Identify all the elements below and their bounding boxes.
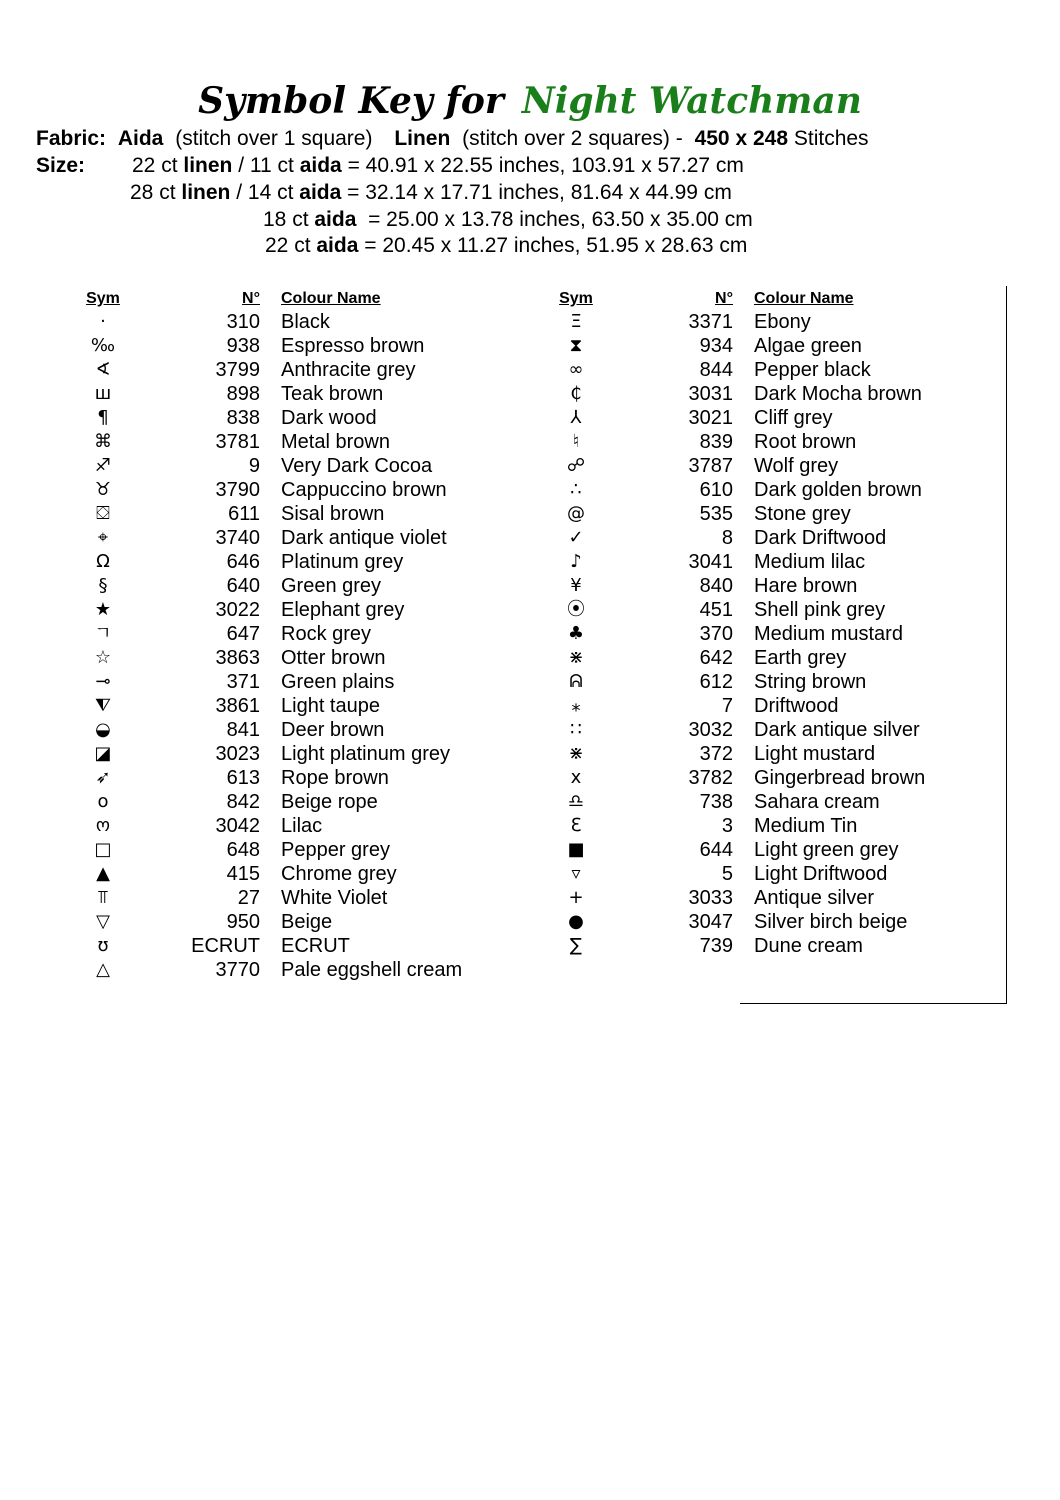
- colour-number: 610: [699, 479, 733, 501]
- size-line: 22 ct linen / 11 ct aida = 40.91 x 22.55 inches, 103.91 x 57.27 cm: [132, 154, 744, 177]
- colour-number: 370: [699, 623, 733, 645]
- colour-number: 840: [699, 575, 733, 597]
- symbol-icon: ■: [567, 839, 585, 860]
- colour-number: 3770: [215, 959, 260, 981]
- symbol-icon: ‰: [90, 335, 116, 356]
- colour-number: 739: [699, 935, 733, 957]
- colour-number: 3042: [215, 815, 260, 837]
- colour-name: Medium mustard: [754, 623, 903, 645]
- colour-number: 3047: [688, 911, 733, 933]
- colour-number: 647: [226, 623, 260, 645]
- colour-name: Gingerbread brown: [754, 767, 926, 789]
- colour-number: 8: [721, 527, 733, 549]
- symbol-icon: ★: [94, 599, 112, 620]
- colour-name: Deer brown: [281, 719, 385, 741]
- symbol-icon: ⦿: [567, 599, 585, 620]
- symbol-icon: ⅄: [570, 407, 582, 428]
- symbol-icon: Ξ: [570, 311, 582, 332]
- symbol-icon: ♮: [572, 431, 580, 452]
- fabric-label: Fabric:: [36, 127, 107, 150]
- symbol-icon: ♣: [567, 623, 585, 644]
- colour-name: Rope brown: [281, 767, 389, 789]
- stitches-word: Stitches: [793, 127, 869, 150]
- symbol-icon: ℇ: [570, 815, 582, 836]
- symbol-icon: ●: [568, 911, 584, 932]
- colour-number: 3022: [215, 599, 260, 621]
- size-label: Size:: [36, 154, 86, 177]
- colour-number: 7: [721, 695, 733, 717]
- linen-note: (stitch over 2 squares) -: [462, 127, 683, 150]
- colour-name: ECRUT: [281, 935, 350, 957]
- colour-name: Anthracite grey: [281, 359, 416, 381]
- symbol-icon: △: [96, 959, 110, 980]
- colour-number: 3861: [215, 695, 260, 717]
- colour-number: 415: [226, 863, 260, 885]
- symbol-icon: ∞: [568, 359, 584, 380]
- symbol-icon: ♐: [94, 455, 112, 476]
- colour-name: Pepper grey: [281, 839, 390, 861]
- colour-number: 3787: [688, 455, 733, 477]
- colour-name: Silver birch beige: [754, 911, 908, 933]
- colour-name: Earth grey: [754, 647, 847, 669]
- colour-name: Black: [281, 311, 330, 333]
- colour-number: ECRUT: [191, 935, 260, 957]
- colour-name: Pale eggshell cream: [281, 959, 463, 981]
- symbol-icon: ᕱ: [569, 671, 583, 692]
- colour-number: 844: [699, 359, 733, 381]
- colour-name: Cliff grey: [754, 407, 833, 429]
- size-line: 22 ct aida = 20.45 x 11.27 inches, 51.95 x 28.63 cm: [265, 234, 748, 257]
- title-pattern-name: Night Watchman: [521, 80, 862, 122]
- colour-name: Dark antique silver: [754, 719, 920, 741]
- colour-name: Root brown: [754, 431, 857, 453]
- colour-number: 611: [228, 503, 260, 525]
- aida-note: (stitch over 1 square): [175, 127, 373, 150]
- title-prefix: Symbol Key for: [198, 80, 504, 122]
- symbol-icon: ☆: [94, 647, 112, 668]
- symbol-icon: ♎: [567, 791, 585, 812]
- symbol-icon: ∑: [569, 935, 583, 956]
- colour-number: 640: [226, 575, 260, 597]
- colour-name: Light green grey: [754, 839, 899, 861]
- colour-name: Light mustard: [754, 743, 876, 765]
- header-colour-name: Colour Name: [281, 290, 381, 307]
- colour-name: Light taupe: [281, 695, 380, 717]
- colour-name: Driftwood: [754, 695, 839, 717]
- size-line: 18 ct aida = 25.00 x 13.78 inches, 63.50 x 35.00 cm: [263, 208, 753, 231]
- symbol-icon: ·: [100, 311, 106, 332]
- colour-number: 3781: [215, 431, 260, 453]
- colour-number: 950: [226, 911, 260, 933]
- colour-number: 648: [226, 839, 260, 861]
- symbol-icon: ⛋: [96, 503, 110, 524]
- colour-name: Antique silver: [754, 887, 875, 909]
- header-sym: Sym: [86, 290, 120, 307]
- table-border-right: [1006, 286, 1007, 1004]
- colour-number: 5: [721, 863, 733, 885]
- colour-number: 738: [699, 791, 733, 813]
- symbol-icon: ⌘: [94, 431, 112, 452]
- colour-number: 3740: [215, 527, 260, 549]
- colour-name: Cappuccino brown: [281, 479, 447, 501]
- symbol-icon: +: [568, 887, 584, 908]
- colour-number: 3021: [688, 407, 733, 429]
- colour-name: Elephant grey: [281, 599, 405, 621]
- colour-number: 612: [699, 671, 733, 693]
- colour-name: Chrome grey: [281, 863, 397, 885]
- symbol-icon: ʊ: [97, 935, 109, 956]
- colour-number: 372: [699, 743, 733, 765]
- colour-name: Platinum grey: [281, 551, 404, 573]
- colour-name: White Violet: [281, 887, 388, 909]
- colour-name: String brown: [754, 671, 867, 693]
- table-border-bottom: [740, 1003, 1007, 1004]
- symbol-icon: Ω: [96, 551, 110, 572]
- colour-name: Green grey: [281, 575, 382, 597]
- colour-number: 3371: [688, 311, 733, 333]
- symbol-icon: ♉: [94, 479, 112, 500]
- colour-number: 3033: [688, 887, 733, 909]
- symbol-icon: ¶: [97, 407, 109, 428]
- colour-number: 644: [699, 839, 733, 861]
- colour-name: Lilac: [281, 815, 323, 837]
- colour-name: Dark golden brown: [754, 479, 922, 501]
- colour-number: 842: [226, 791, 260, 813]
- symbol-icon: ⌖: [97, 527, 109, 548]
- symbol-icon: ㄱ: [94, 623, 112, 644]
- stitch-count: 450 x 248: [694, 127, 789, 150]
- colour-name: Medium lilac: [754, 551, 866, 573]
- linen-label: Linen: [394, 127, 451, 150]
- colour-number: 838: [226, 407, 260, 429]
- symbol-icon: ∢: [95, 359, 111, 380]
- colour-number: 3790: [215, 479, 260, 501]
- colour-name: Light Driftwood: [754, 863, 888, 885]
- colour-number: 310: [226, 311, 260, 333]
- header-number: N°: [242, 290, 260, 307]
- colour-number: 841: [226, 719, 260, 741]
- colour-name: Wolf grey: [754, 455, 839, 477]
- colour-name: Espresso brown: [281, 335, 425, 357]
- colour-number: 3031: [688, 383, 733, 405]
- symbol-icon: ო: [95, 815, 111, 836]
- colour-name: Beige rope: [281, 791, 378, 813]
- symbol-icon: §: [98, 575, 108, 596]
- colour-name: Metal brown: [281, 431, 390, 453]
- symbol-icon: x: [570, 767, 582, 788]
- symbol-icon: ⁎: [571, 695, 581, 716]
- colour-number: 898: [226, 383, 260, 405]
- header-number: N°: [715, 290, 733, 307]
- colour-number: 27: [237, 887, 260, 909]
- page-title: [0, 76, 1060, 126]
- colour-name: Teak brown: [281, 383, 384, 405]
- symbol-icon: ⫪: [97, 887, 109, 908]
- colour-number: 642: [699, 647, 733, 669]
- colour-number: 839: [699, 431, 733, 453]
- colour-name: Dark antique violet: [281, 527, 447, 549]
- symbol-icon: ⋇: [568, 743, 584, 764]
- colour-name: Beige: [281, 911, 333, 933]
- symbol-icon: ⧗: [569, 335, 583, 356]
- colour-number: 646: [226, 551, 260, 573]
- colour-name: Rock grey: [281, 623, 372, 645]
- colour-number: 613: [226, 767, 260, 789]
- colour-number: 371: [226, 671, 260, 693]
- symbol-icon: ▿: [571, 863, 581, 884]
- colour-name: Sahara cream: [754, 791, 880, 813]
- symbol-icon: ¥: [570, 575, 582, 596]
- symbol-icon: ⋇: [568, 647, 584, 668]
- colour-number: 535: [699, 503, 733, 525]
- symbol-icon: ⊸: [95, 671, 111, 692]
- symbol-icon: ✓: [568, 527, 584, 548]
- colour-number: 3032: [688, 719, 733, 741]
- colour-name: Dune cream: [754, 935, 863, 957]
- colour-number: 9: [248, 455, 260, 477]
- symbol-icon: o: [97, 791, 109, 812]
- colour-name: Light platinum grey: [281, 743, 450, 765]
- colour-number: 3023: [215, 743, 260, 765]
- colour-name: Ebony: [754, 311, 811, 333]
- size-line: 28 ct linen / 14 ct aida = 32.14 x 17.71 inches, 81.64 x 44.99 cm: [130, 181, 732, 204]
- colour-name: Dark Driftwood: [754, 527, 887, 549]
- symbol-icon: ⧨: [94, 695, 112, 716]
- colour-name: Otter brown: [281, 647, 386, 669]
- colour-name: Very Dark Cocoa: [281, 455, 433, 477]
- colour-name: Stone grey: [754, 503, 851, 525]
- symbol-icon: ₵: [570, 383, 582, 404]
- colour-name: Shell pink grey: [754, 599, 886, 621]
- colour-number: 938: [226, 335, 260, 357]
- colour-name: Dark Mocha brown: [754, 383, 922, 405]
- symbol-icon: ♪: [570, 551, 582, 572]
- colour-name: Medium Tin: [754, 815, 858, 837]
- colour-number: 3: [721, 815, 733, 837]
- symbol-icon: ➶: [95, 767, 111, 788]
- colour-number: 451: [699, 599, 733, 621]
- colour-number: 3041: [688, 551, 733, 573]
- symbol-icon: ∴: [570, 479, 582, 500]
- colour-name: Sisal brown: [281, 503, 385, 525]
- symbol-icon: ш: [94, 383, 112, 404]
- header-sym: Sym: [559, 290, 593, 307]
- colour-name: Pepper black: [754, 359, 871, 381]
- colour-name: Dark wood: [281, 407, 377, 429]
- header-colour-name: Colour Name: [754, 290, 854, 307]
- symbol-icon: □: [94, 839, 112, 860]
- symbol-icon: ◪: [94, 743, 112, 764]
- colour-number: 3782: [688, 767, 733, 789]
- size-label-line: [36, 153, 85, 179]
- colour-number: 934: [699, 335, 733, 357]
- symbol-icon: ◒: [95, 719, 111, 740]
- symbol-icon: ▲: [96, 863, 110, 884]
- symbol-icon: ▽: [96, 911, 110, 932]
- colour-name: Green plains: [281, 671, 395, 693]
- fabric-line: [36, 126, 869, 152]
- symbol-icon: ∷: [570, 719, 582, 740]
- aida-label: Aida: [117, 127, 164, 150]
- colour-number: 3799: [215, 359, 260, 381]
- colour-name: Hare brown: [754, 575, 858, 597]
- symbol-icon: @: [567, 503, 585, 524]
- symbol-icon: ☍: [566, 455, 586, 476]
- colour-name: Algae green: [754, 335, 862, 357]
- colour-number: 3863: [215, 647, 260, 669]
